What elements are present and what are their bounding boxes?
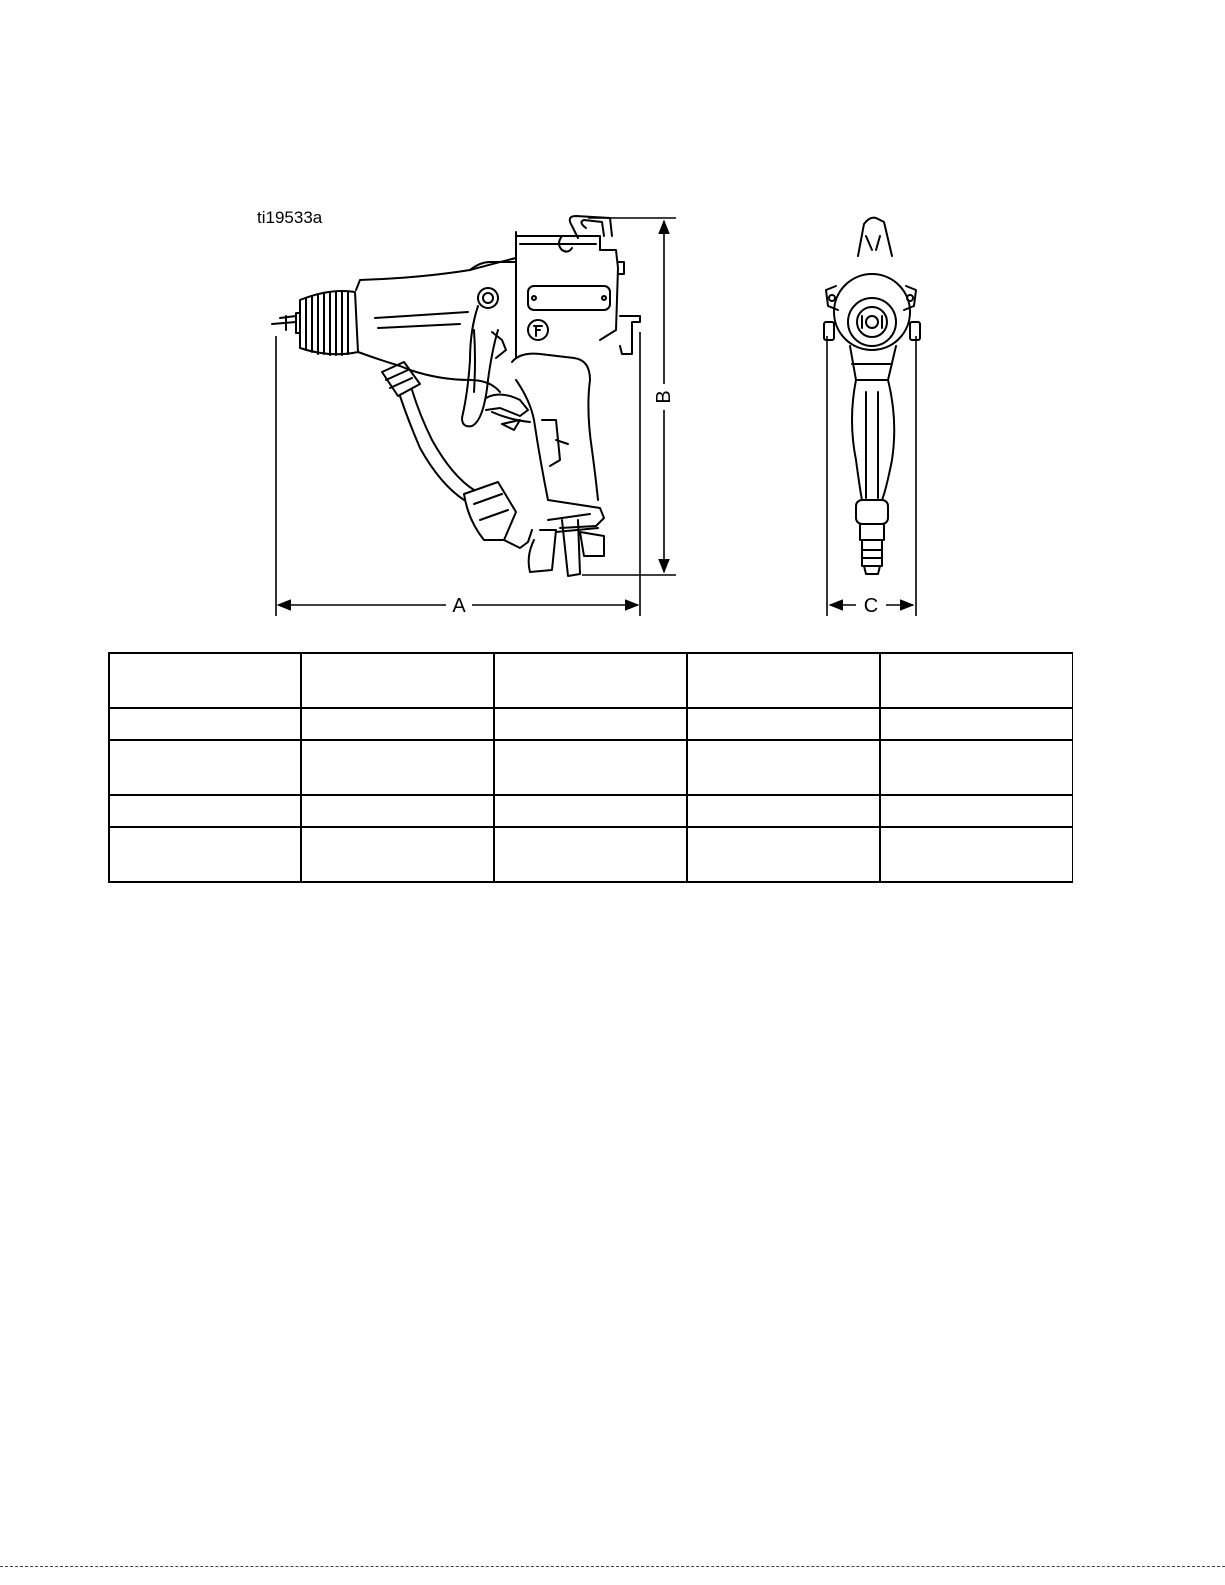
- dimension-label-b: B: [653, 390, 675, 404]
- table-cell: [687, 827, 880, 882]
- table-cell: [687, 740, 880, 795]
- table-cell: [494, 708, 687, 740]
- table-cell: [109, 653, 301, 708]
- table-row: [109, 827, 1072, 882]
- table-cell: [880, 795, 1072, 827]
- dimension-label-a: A: [452, 595, 466, 617]
- table-row: [109, 653, 1072, 708]
- table-cell: [880, 708, 1072, 740]
- table-cell: [301, 795, 494, 827]
- table-cell: [109, 740, 301, 795]
- table-cell: [880, 827, 1072, 882]
- page-bottom-rule: [0, 1566, 1225, 1567]
- gun-side-view: [272, 216, 640, 576]
- table-cell: [687, 653, 880, 708]
- table-cell: [687, 795, 880, 827]
- table-cell: [109, 827, 301, 882]
- table-cell: [301, 653, 494, 708]
- table-cell: [301, 740, 494, 795]
- table-cell: [494, 827, 687, 882]
- table-row: [109, 795, 1072, 827]
- table-cell: [109, 708, 301, 740]
- figure-id-label: ti19533a: [257, 208, 323, 227]
- dimension-label-c: C: [863, 595, 879, 617]
- table-cell: [494, 795, 687, 827]
- table-cell: [687, 708, 880, 740]
- table-cell: [301, 827, 494, 882]
- spray-gun-dimension-drawing: [0, 0, 1225, 640]
- table-row: [109, 708, 1072, 740]
- table-cell: [494, 653, 687, 708]
- table-cell: [109, 795, 301, 827]
- table-cell: [494, 740, 687, 795]
- table-cell: [880, 653, 1072, 708]
- table-cell: [301, 708, 494, 740]
- gun-front-view: [824, 218, 920, 574]
- dimensions-table: [108, 652, 1073, 883]
- table-cell: [880, 740, 1072, 795]
- table-row: [109, 740, 1072, 795]
